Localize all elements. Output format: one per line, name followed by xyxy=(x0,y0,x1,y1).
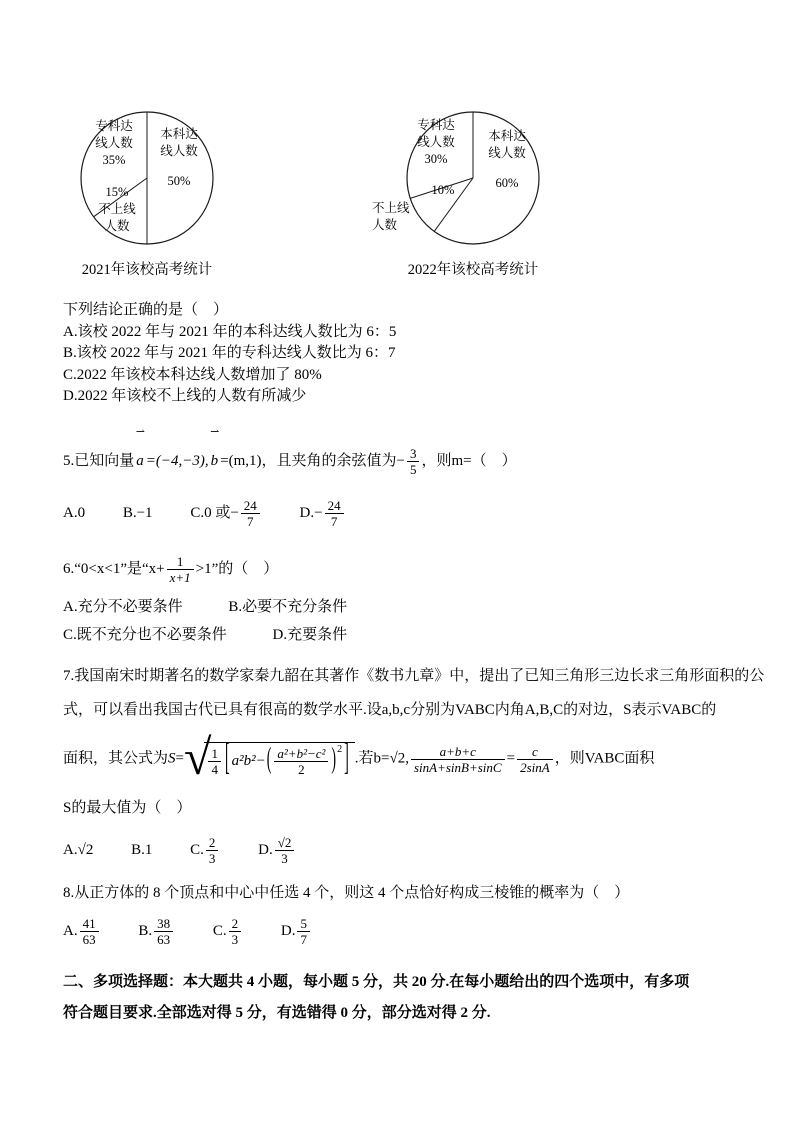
option-text: C. xyxy=(212,922,227,939)
vector-arrow-icon: ⇀ xyxy=(210,425,220,438)
question-4 xyxy=(63,300,746,408)
formula-S: S xyxy=(168,750,176,767)
label-line: 不上线 xyxy=(372,201,410,215)
q7-stem-text: ，则VABC面积 xyxy=(554,750,655,767)
q4-option-d: D.2022 年该校不上线的人数有所减少 xyxy=(63,388,307,404)
q8-option-a-fraction: $\frac{41}{63}$ xyxy=(80,916,99,947)
pie-2021-label-bushangxian xyxy=(89,184,145,235)
c-over-2sinA-fraction: $\frac{c}{2\sin A}$ xyxy=(517,744,553,775)
radical-body xyxy=(204,739,354,781)
q7-stem-line-2: 式，可以看出我国古代已具有很高的数学水平.设a,b,c分别为VABC内角A,B,C的对边，S表示VABC的 xyxy=(63,702,717,719)
label-pct: 35% xyxy=(102,153,126,167)
option-text: D. xyxy=(280,922,296,939)
option-text: D. xyxy=(258,842,273,858)
inner-fraction: $\frac{\text{a²+b²−c²}}{2}$ xyxy=(274,746,328,777)
q5-cosine-fraction: $\frac{3}{5}$ xyxy=(407,446,420,477)
q8-options xyxy=(63,908,746,953)
q4-stem: 下列结论正确的是（ ） xyxy=(63,302,229,318)
q7-option-d xyxy=(258,828,296,872)
q6-stem-text: >1”的（ ） xyxy=(195,561,279,578)
label-line: 线人数 xyxy=(160,144,198,158)
q6-option-d: D.充要条件 xyxy=(272,626,348,643)
q8-option-c-fraction: $\frac{2}{3}$ xyxy=(229,916,242,947)
label-line: 不上线 xyxy=(98,202,136,216)
q7-stem-line-4: S的最大值为（ ） xyxy=(63,800,192,817)
label-line: 专科达 xyxy=(417,118,455,132)
q6-option-b: B.必要不充分条件 xyxy=(228,599,348,616)
q6-option-a: A.充分不必要条件 xyxy=(63,599,183,616)
question-5 xyxy=(63,425,746,535)
q4-option-a: A.该校 2022 年与 2021 年的本科达线人数比为 6：5 xyxy=(63,323,397,340)
question-8 xyxy=(63,880,746,953)
q6-stem-text: 6.“0<x<1”是“x+ xyxy=(63,561,165,578)
pie-2022-label-pct10 xyxy=(421,182,465,199)
option-text: A. xyxy=(63,922,78,939)
question-6 xyxy=(63,546,746,647)
label-pct: 15% xyxy=(105,185,129,199)
q5-option-b: B.−1 xyxy=(122,505,153,522)
q8-option-c xyxy=(213,909,243,953)
label-line: 线人数 xyxy=(95,136,133,150)
pie-2021-label-zhuanke xyxy=(86,118,142,169)
sine-rule-fraction: $\frac{a+b+c}{\sin A+\sin B+\sin C}$ xyxy=(411,744,505,775)
vector-a xyxy=(135,425,146,484)
option-text: C.0 或− xyxy=(190,505,239,522)
formula-equals: = xyxy=(175,750,184,767)
q5-option-d-fraction: $\frac{24}{7}$ xyxy=(325,498,344,529)
q6-options-row-2 xyxy=(63,624,746,648)
q7-option-b: B.1 xyxy=(131,842,153,858)
q8-stem: 8.从正方体的 8 个顶点和中心中任选 4 个，则这 4 个点恰好构成三棱锥的概率为（ ） xyxy=(63,885,630,901)
radical-sign: √ xyxy=(183,729,212,786)
label-line: 人数 xyxy=(372,218,398,232)
q7-stem-text: .若b=√2, xyxy=(354,750,409,767)
question-7 xyxy=(63,659,765,872)
section-2-line-2: 符合题目要求.全部选对得 5 分，有选错得 0 分，部分选对得 2 分. xyxy=(63,1004,491,1021)
q5-stem xyxy=(63,425,746,484)
label-line: 线人数 xyxy=(417,135,455,149)
pie-2021-caption: 2021年该校高考统计 xyxy=(81,262,213,278)
pie-chart-2022 xyxy=(372,108,543,279)
pie-2022 xyxy=(372,108,543,248)
a2b2-term: a²b²− xyxy=(231,753,266,770)
q8-option-b-fraction: $\frac{38}{63}$ xyxy=(154,916,173,947)
pie-2022-caption: 2022年该校高考统计 xyxy=(407,262,539,278)
label-pct: 50% xyxy=(167,174,191,188)
q7-options xyxy=(63,827,746,872)
q5-stem-text: 5.已知向量 xyxy=(63,452,135,469)
q7-radical xyxy=(183,729,355,786)
q4-option-c: C.2022 年该校本科达线人数增加了 80% xyxy=(63,366,322,383)
section-2-header xyxy=(63,967,746,1029)
q6-stem xyxy=(63,546,746,592)
left-bracket: [ xyxy=(224,739,230,781)
vector-b-letter: b xyxy=(210,452,219,469)
label-line: 线人数 xyxy=(488,146,526,160)
q8-option-b xyxy=(138,909,175,953)
q8-option-d xyxy=(281,909,312,953)
exponent: 2 xyxy=(337,743,343,755)
pie-2022-label-bushangxian xyxy=(372,200,434,234)
label-pct: 10% xyxy=(431,183,455,197)
option-text: C. xyxy=(190,842,204,858)
label-pct: 60% xyxy=(495,176,519,190)
q7-stem-text: 面积，其公式为 xyxy=(63,750,169,767)
vector-arrow-icon: ⇀ xyxy=(135,425,146,438)
label-line: 本科达 xyxy=(488,129,526,143)
pie-chart-2021 xyxy=(77,108,217,279)
pie-charts-row xyxy=(63,108,746,294)
q7-option-c xyxy=(190,828,220,872)
label-line: 本科达 xyxy=(160,127,198,141)
q7-formula-line xyxy=(63,727,746,791)
q5-option-c xyxy=(190,492,261,534)
q8-option-d-fraction: $\frac{5}{7}$ xyxy=(297,916,310,947)
vector-b xyxy=(210,425,220,484)
label-pct: 30% xyxy=(424,152,448,166)
pie-2022-label-benke xyxy=(479,128,535,192)
q5-option-a: A.0 xyxy=(63,505,86,522)
q5-stem-text: ，则m=（ ） xyxy=(421,452,517,469)
label-line: 专科达 xyxy=(95,119,133,133)
pie-2021 xyxy=(77,108,217,248)
right-paren: ) xyxy=(331,744,337,777)
pie-2022-label-zhuanke xyxy=(408,117,464,168)
q8-option-a xyxy=(63,909,101,953)
formula-equals: = xyxy=(506,750,516,767)
q5-option-d xyxy=(300,492,346,534)
q6-fraction: $\frac{1}{x+1}$ xyxy=(167,554,194,585)
q7-option-d-fraction: $\frac{√2}{3}$ xyxy=(275,835,295,866)
q5-stem-text: =(m,1)，且夹角的余弦值为− xyxy=(220,452,405,469)
option-text: B. xyxy=(138,922,153,939)
pie-2021-label-benke xyxy=(151,126,207,190)
section-2-line-1: 二、多项选择题：本大题共 4 小题，每小题 5 分，共 20 分.在每小题给出的四个选项中，有多项 xyxy=(63,973,690,990)
q5-stem-text: =(−4,−3), xyxy=(145,452,209,469)
option-text: D.− xyxy=(299,505,323,522)
left-paren: ( xyxy=(266,744,272,777)
vector-a-letter: a xyxy=(136,452,144,469)
quarter-fraction: $\frac{1}{4}$ xyxy=(208,746,221,777)
q6-options-row-1 xyxy=(63,596,746,620)
q7-stem-line-1: 7.我国南宋时期著名的数学家秦九韶在其著作《数书九章》中，提出了已知三角形三边长求三角形面积的公 xyxy=(63,668,765,685)
q6-option-c: C.既不充分也不必要条件 xyxy=(63,626,227,643)
q7-option-c-fraction: $\frac{2}{3}$ xyxy=(206,835,219,866)
q4-option-b: B.该校 2022 年与 2021 年的专科达线人数比为 6：7 xyxy=(63,345,396,361)
q5-option-c-fraction: $\frac{24}{7}$ xyxy=(241,498,260,529)
q5-options xyxy=(63,492,746,535)
right-bracket: ] xyxy=(344,739,349,781)
label-line: 人数 xyxy=(104,219,130,233)
q7-option-a: A.√2 xyxy=(63,842,94,858)
